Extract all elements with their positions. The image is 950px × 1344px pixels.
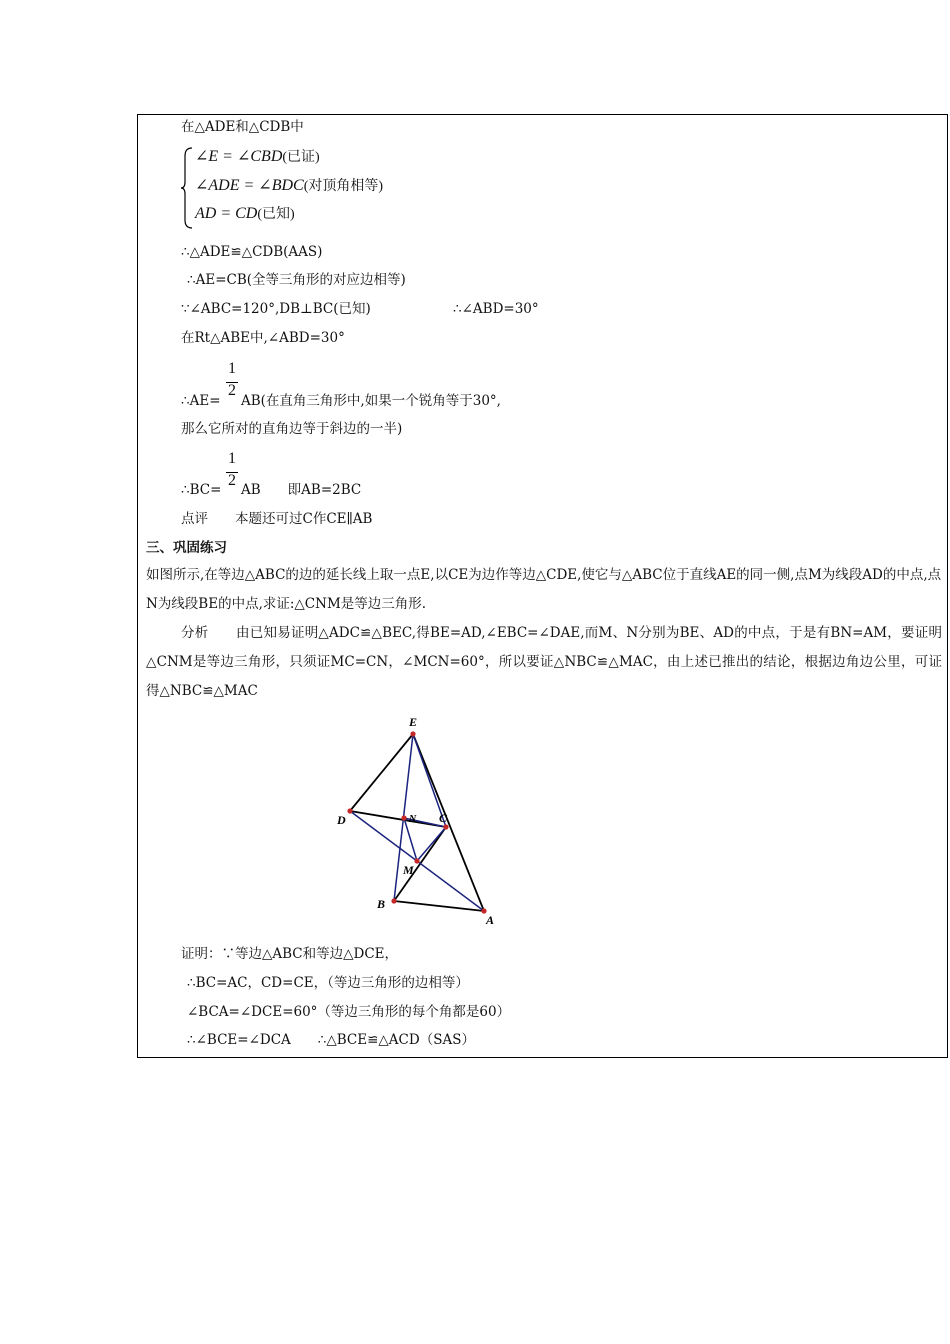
point-E [410,731,415,736]
system-expr: ∠E = ∠CBD [195,148,283,165]
system-expr: ∠ADE = ∠BDC [195,177,304,194]
analysis-paragraph: 分析 由已知易证明△ADC≌△BEC,得BE=AD,∠EBC=∠DAE,而M、N分别为BE、AD的中点，于是有BN=AM，要证明△CNM是等边三角形，只须证MC=CN，∠MCN=60°，所以要证△NBC≌△MAC，由上述已推出的结论，根据边角边公里，可证得△NBC≌△MAC [146,625,942,699]
text-line: ∠BCA=∠DCE=60°（等边三角形的每个角都是60） [187,1004,511,1020]
label-B: B [377,897,386,911]
text-line: ∴AE= [181,393,221,409]
point-C [443,824,448,829]
system-row-3 [195,205,295,224]
label-N: N [409,814,417,825]
point-M [414,858,419,863]
system-row-1 [195,148,320,167]
label-C: C [439,811,448,825]
text-line: 证明：∵等边△ABC和等边△DCE， [181,946,399,962]
label-D: D [337,813,346,827]
fraction-numerator: 1 [228,360,236,377]
label-M: M [403,863,414,877]
system-expr: AD = CD [195,205,258,222]
text-line: AB 即AB=2BC [241,482,362,498]
problem-statement: 如图所示,在等边△ABC的边的延长线上取一点E,以CE为边作等边△CDE,使它与△ABC位于直线AE的同一侧,点M为线段AD的中点,点N为线段BE的中点,求证:△CNM是等边三角形. [146,567,942,612]
text-line: 在Rt△ABE中,∠ABD=30° [181,330,345,346]
text-line: ∴△ADE≌△CDB(AAS) [181,244,323,260]
geometry-figure [330,710,510,930]
text-line: ∴AE=CB(全等三角形的对应边相等) [187,272,406,288]
text-line: ∴∠BCE=∠DCA ∴△BCE≌△ACD（SAS） [187,1032,475,1048]
text-line: AB(在直角三角形中,如果一个锐角等于30°, [241,393,501,409]
fraction-numerator: 1 [228,450,236,467]
section-heading: 三、巩固练习 [146,540,227,556]
text-line: ∴BC= [181,482,222,498]
system-reason: (已知) [257,207,295,222]
segment-MC [417,827,446,861]
point-N [401,815,406,820]
system-reason: (对顶角相等) [303,179,384,194]
label-A: A [486,913,495,927]
system-row-2 [195,177,383,196]
point-B [391,898,396,903]
comment-line: 点评 本题还可过C作CE∥AB [181,511,373,527]
text-line: ∵∠ABC=120°,DB⊥BC(已知) [181,301,371,317]
system-reason: (已证) [282,150,320,165]
fraction-denominator: 2 [228,382,236,399]
point-D [347,808,352,813]
text-line: 那么它所对的直角边等于斜边的一半) [181,421,403,437]
segment-ED [350,734,413,811]
text-line: ∴∠ABD=30° [453,301,539,317]
label-E: E [409,715,418,729]
fraction-denominator: 2 [228,472,236,489]
text-line: 在△ADE和△CDB中 [181,119,304,135]
brace-icon [180,146,194,230]
text-line: ∴BC=AC，CD=CE，（等边三角形的边相等） [187,975,469,991]
segment-BA [394,901,484,911]
